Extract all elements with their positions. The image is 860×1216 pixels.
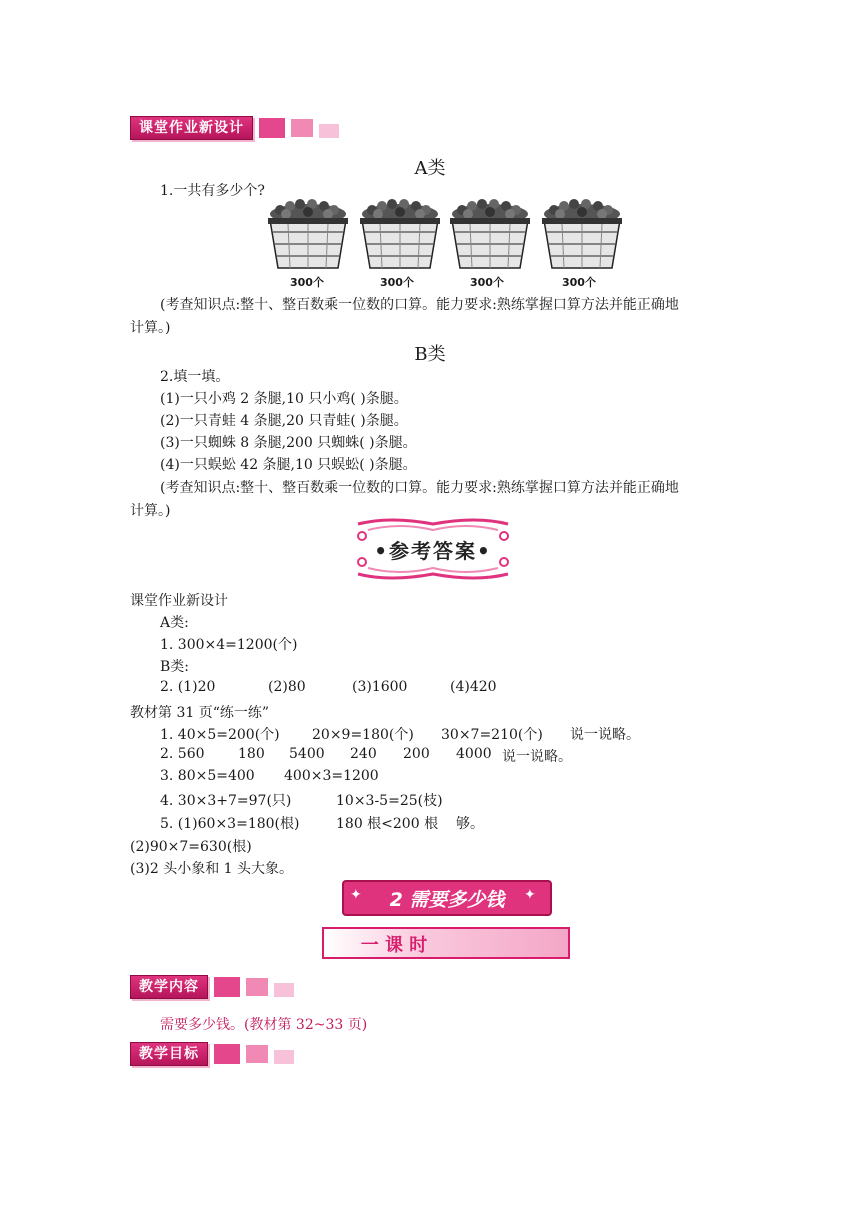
- answer-a-label: A类:: [160, 615, 189, 631]
- decor-square: [274, 983, 294, 997]
- tb5-item: 5. (1)60×3=180(根): [160, 816, 300, 832]
- star-icon: ✦: [524, 887, 536, 903]
- section-header-content: [130, 975, 294, 999]
- answer-banner-title: •参考答案•: [374, 539, 492, 563]
- basket-label: 300个: [470, 276, 504, 289]
- question-2-item: (3)一只蜘蛛 8 条腿,200 只蜘蛛( )条腿。: [160, 435, 417, 451]
- question-1: 1.一共有多少个?: [160, 183, 265, 199]
- decor-square: [259, 118, 285, 138]
- basket-illustration: [266, 198, 636, 292]
- textbook-header: 教材第 31 页“练一练”: [130, 705, 270, 721]
- decor-square: [319, 124, 339, 138]
- tb3-item: 3. 80×5=400: [160, 768, 255, 784]
- decor-square: [246, 978, 268, 996]
- tb3-item: 400×3=1200: [284, 768, 379, 784]
- answer-banner: [350, 516, 516, 582]
- basket-label: 300个: [380, 276, 414, 289]
- class-a-title: A类: [414, 158, 446, 179]
- content-text: 需要多少钱。(教材第 32~33 页): [160, 1017, 368, 1033]
- answer-b-item: (3)1600: [352, 679, 408, 695]
- lesson-banner: [322, 927, 570, 959]
- tb4-item: 4. 30×3+7=97(只): [160, 793, 292, 809]
- section-header-homework: [130, 116, 339, 140]
- class-b-title: B类: [414, 344, 446, 365]
- tb5-item: 够。: [456, 816, 484, 832]
- question-2-item: (2)一只青蛙 4 条腿,20 只青蛙( )条腿。: [160, 413, 408, 429]
- tb2-item: 180: [238, 746, 265, 762]
- question-2-item: (4)一只蜈蚣 42 条腿,10 只蜈蚣( )条腿。: [160, 457, 417, 473]
- section-banner: [342, 880, 552, 916]
- note-2-line-2: 计算。): [130, 503, 171, 519]
- tb5-item-3: (3)2 头小象和 1 头大象。: [130, 861, 293, 877]
- decor-square: [246, 1045, 268, 1063]
- basket-label: 300个: [290, 276, 324, 289]
- star-icon: ✦: [350, 887, 362, 903]
- answer-b-item: (2)80: [268, 679, 306, 695]
- tb1-item: 说一说略。: [570, 727, 640, 743]
- basket-label: 300个: [562, 276, 596, 289]
- answer-a-1: 1. 300×4=1200(个): [160, 637, 298, 653]
- tb2-item: 4000: [456, 746, 492, 762]
- tb2-item: 5400: [289, 746, 325, 762]
- question-2: 2.填一填。: [160, 369, 230, 385]
- tb2-item: 200: [403, 746, 430, 762]
- tb1-item: 1. 40×5=200(个): [160, 727, 280, 743]
- tb2-item: 2. 560: [160, 746, 205, 762]
- tb2-item: 说一说略。: [502, 749, 572, 765]
- note-2-line-1: (考查知识点:整十、整百数乘一位数的口算。能力要求:熟练掌握口算方法并能正确地: [160, 480, 679, 496]
- note-1-line-1: (考查知识点:整十、整百数乘一位数的口算。能力要求:熟练掌握口算方法并能正确地: [160, 297, 679, 313]
- tb1-item: 30×7=210(个): [441, 727, 543, 743]
- answer-b-label: B类:: [160, 659, 190, 675]
- decor-square: [214, 977, 240, 997]
- tb4-item: 10×3-5=25(枝): [336, 793, 443, 809]
- section-banner-title: 2 需要多少钱: [389, 889, 505, 911]
- lesson-banner-title: 一 课 时: [360, 935, 428, 956]
- note-1-line-2: 计算。): [130, 320, 171, 336]
- answer-header: 课堂作业新设计: [130, 593, 228, 609]
- tb5-item: 180 根<200 根: [336, 816, 439, 832]
- answer-b-item: 2. (1)20: [160, 679, 216, 695]
- section-header-objectives: [130, 1042, 294, 1066]
- tb2-item: 240: [350, 746, 377, 762]
- decor-square: [274, 1050, 294, 1064]
- tb5-item-2: (2)90×7=630(根): [130, 839, 252, 855]
- question-2-item: (1)一只小鸡 2 条腿,10 只小鸡( )条腿。: [160, 391, 408, 407]
- tb1-item: 20×9=180(个): [312, 727, 414, 743]
- section-header-label: 教学目标: [130, 1042, 208, 1066]
- section-header-label: 教学内容: [130, 975, 208, 999]
- section-header-label: 课堂作业新设计: [130, 116, 253, 140]
- decor-square: [214, 1044, 240, 1064]
- answer-b-item: (4)420: [450, 679, 497, 695]
- decor-square: [291, 119, 313, 137]
